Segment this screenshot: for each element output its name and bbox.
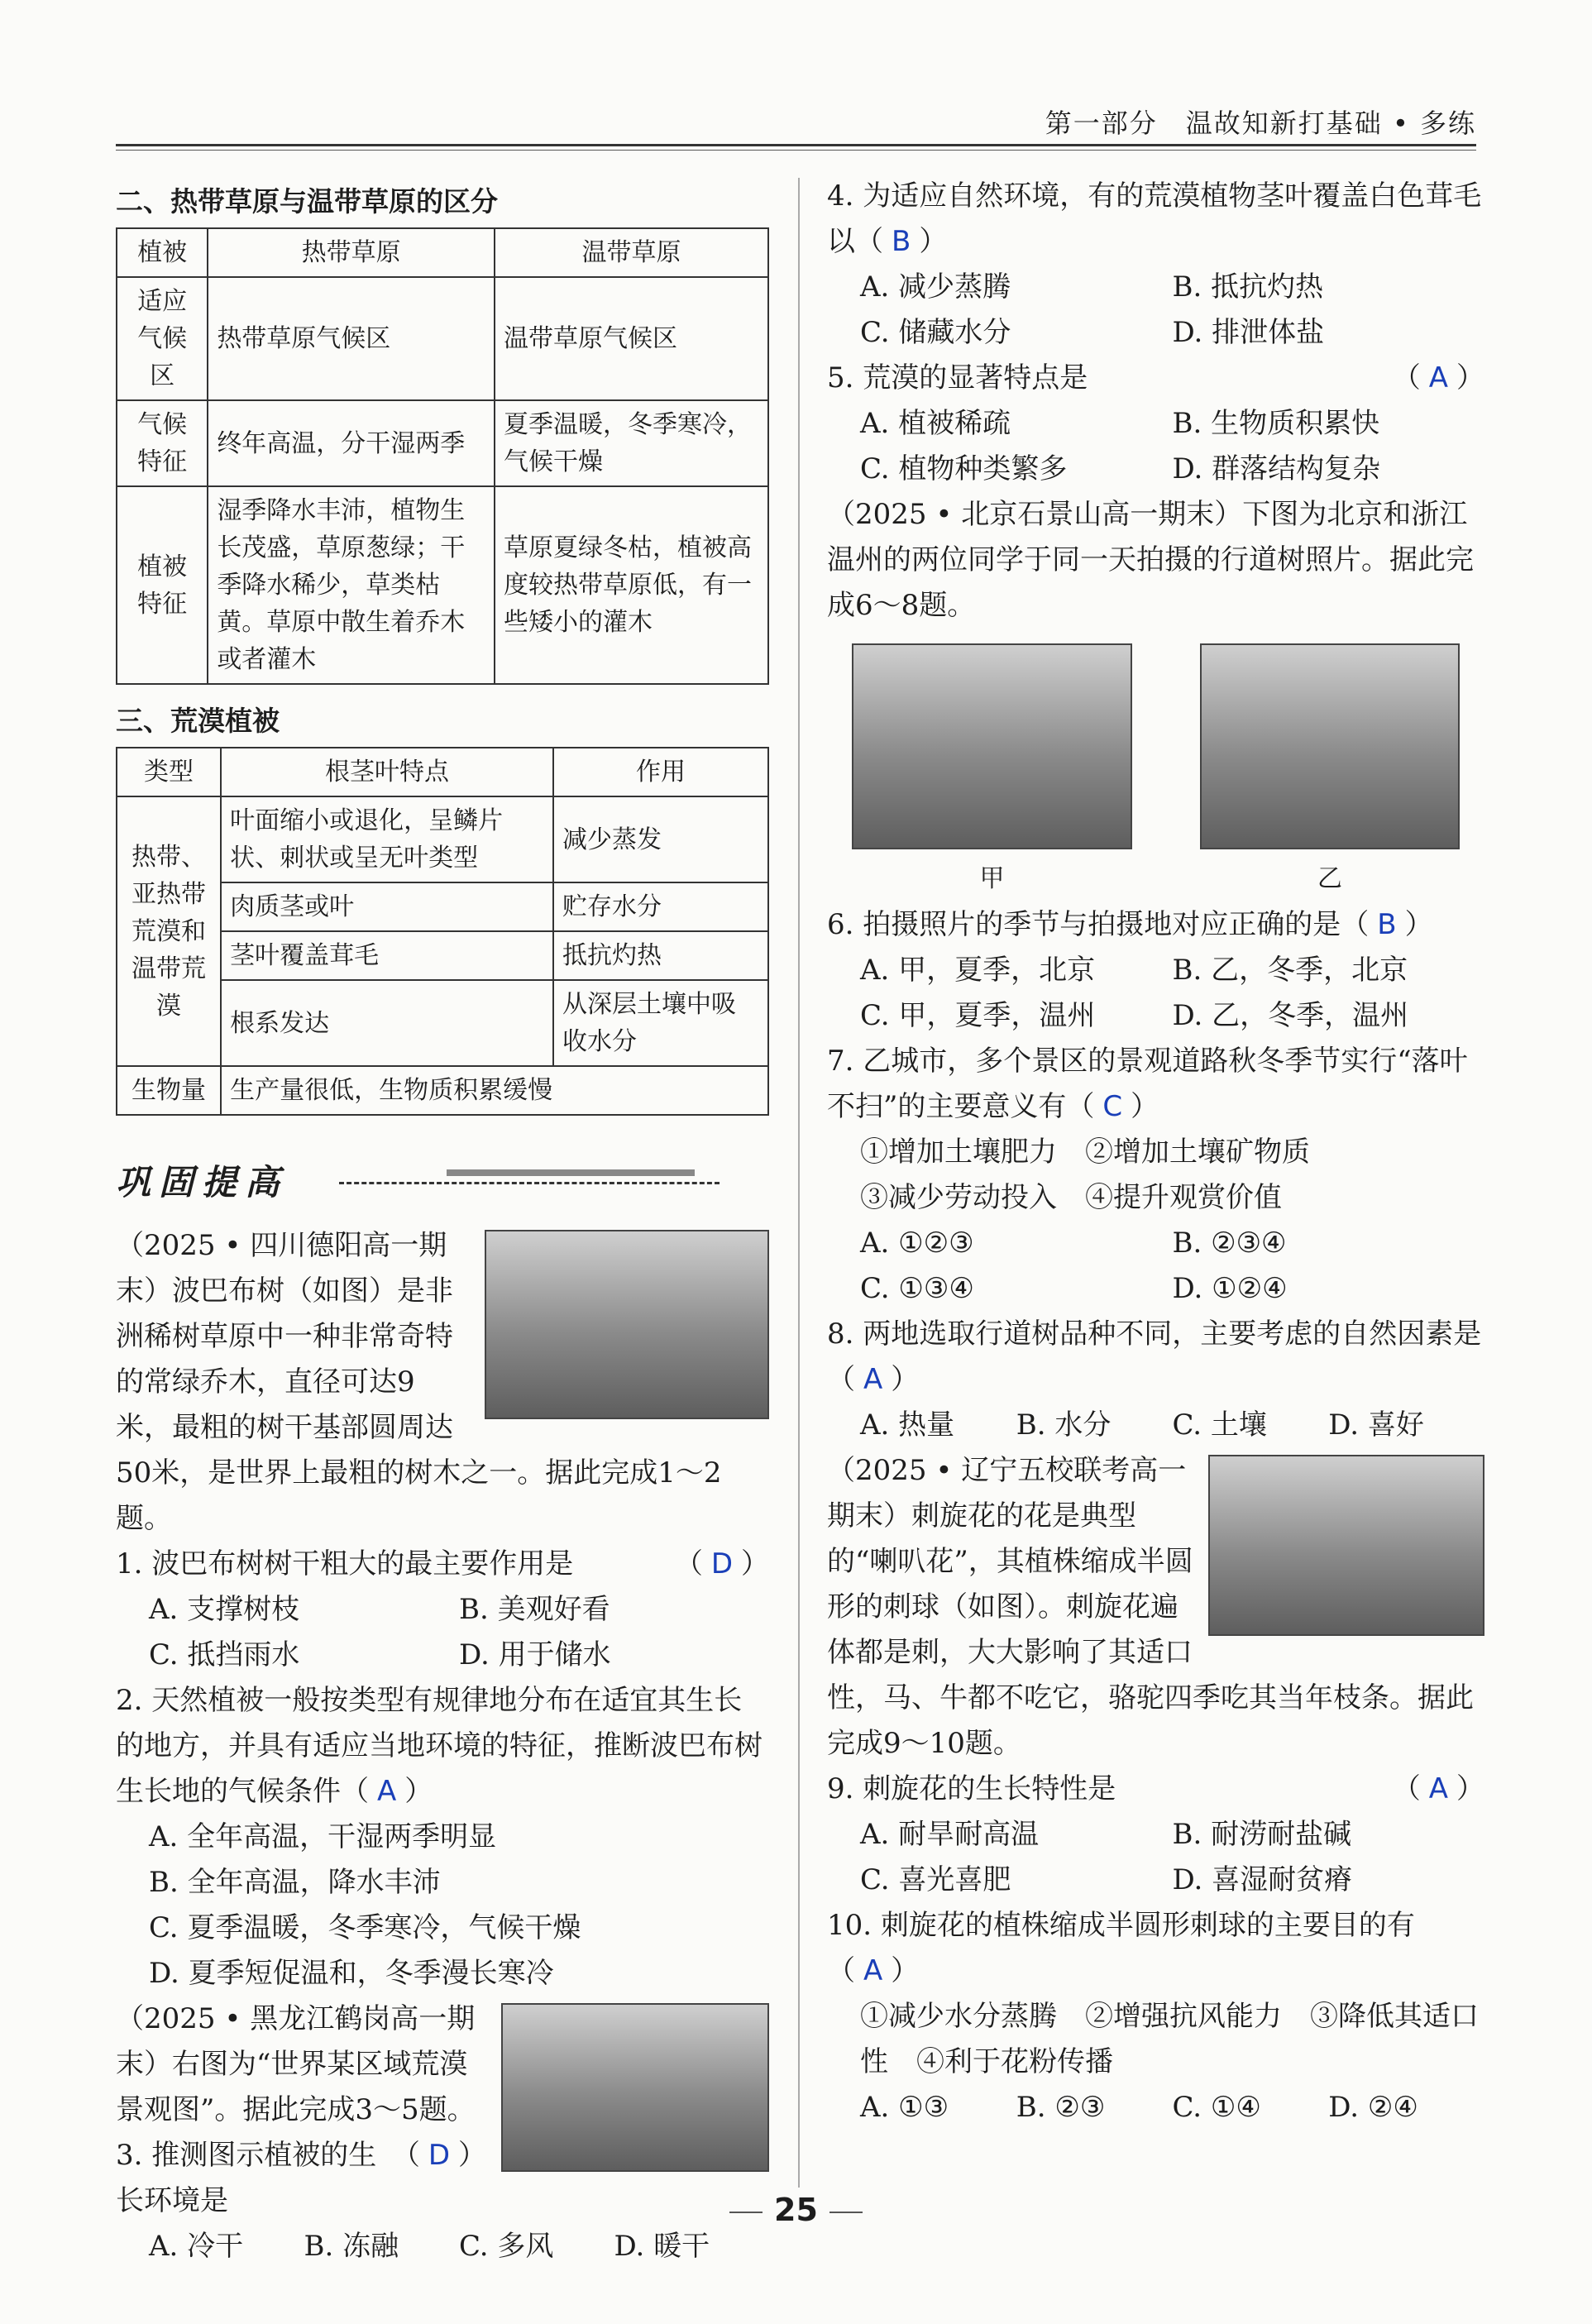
option: D. 群落结构复杂	[1172, 452, 1381, 485]
option: A. 耐旱耐高温	[860, 1818, 1040, 1851]
option: C. 夏季温暖，冬季寒冷，气候干燥	[149, 1911, 581, 1944]
option: A. 植被稀疏	[860, 407, 1011, 440]
page-header	[116, 99, 1476, 149]
header-text: 第一部分 温故知新打基础 • 多练	[1045, 108, 1476, 139]
option: A. 热量	[860, 1408, 955, 1442]
option: D. 乙，冬季，温州	[1172, 999, 1409, 1032]
option: D. 暖干	[614, 2230, 710, 2263]
option: A. 甲，夏季，北京	[860, 954, 1096, 987]
option: A. 全年高温，干湿两季明显	[149, 1820, 497, 1853]
question-7	[827, 1039, 1484, 1312]
table-cell: 生产量很低，生物质积累缓慢	[221, 1066, 768, 1115]
option: B. 生物质积累快	[1172, 407, 1380, 440]
table-cell: 茎叶覆盖茸毛	[221, 931, 553, 980]
option: B. 抵抗灼热	[1172, 270, 1324, 304]
question-4	[827, 174, 1484, 356]
table-cell: 生物量	[117, 1066, 221, 1115]
answer-paren: （ B ）	[1341, 908, 1433, 941]
answer: D	[710, 1547, 733, 1580]
option: C. 土壤	[1172, 1408, 1267, 1442]
question-2	[116, 1678, 769, 1996]
street-photo-jia	[852, 643, 1132, 849]
answer-paren: （ D ）	[391, 2139, 486, 2172]
answer-paren: （ D ）	[674, 1547, 769, 1580]
answer: D	[428, 2139, 450, 2172]
banner-bar	[447, 1169, 695, 1176]
question-5	[827, 356, 1484, 492]
section-banner	[116, 1140, 769, 1215]
table-header: 类型	[117, 748, 221, 796]
question-stem: 7. 乙城市，多个景区的景观道路秋冬季节实行“落叶不扫”的主要意义有	[827, 1045, 1468, 1123]
desert-table	[116, 747, 769, 1116]
table-cell: 从深层土壤中吸收水分	[553, 980, 768, 1066]
table-cell: 夏季温暖，冬季寒冷，气候干燥	[495, 400, 768, 486]
street-photo-yi	[1200, 643, 1460, 849]
intro-convolvulus	[827, 1448, 1484, 1767]
option: D. 喜好	[1328, 1408, 1424, 1442]
option: B. 美观好看	[459, 1593, 610, 1626]
table-cell: 肉质茎或叶	[221, 882, 553, 931]
table-header: 根茎叶特点	[221, 748, 553, 796]
option: B. 冻融	[304, 2230, 399, 2263]
answer-paren: （ A ）	[1392, 1772, 1484, 1805]
column-divider	[798, 178, 800, 2188]
question-stem: 3. 推测图示植被的生长环境是	[116, 2139, 377, 2217]
question-stem: 9. 刺旋花的生长特性是	[827, 1772, 1116, 1805]
table-cell: 贮存水分	[553, 882, 768, 931]
page-number-text: 25	[774, 2192, 818, 2228]
option: C. 甲，夏季，温州	[860, 999, 1096, 1032]
header-rule	[116, 144, 1476, 146]
table-cell: 适应气候区	[117, 277, 208, 400]
banner-dashed-line	[339, 1182, 720, 1184]
answer: A	[1428, 361, 1448, 395]
question-9	[827, 1767, 1484, 1903]
page-number-dash	[829, 2212, 863, 2213]
answer: C	[1102, 1090, 1123, 1123]
intro-baobab	[116, 1223, 769, 1542]
option: C. ①③④	[860, 1272, 974, 1305]
option: C. 抵挡雨水	[149, 1638, 300, 1671]
answer-paren: （ B ）	[855, 225, 948, 258]
table-cell: 根系发达	[221, 980, 553, 1066]
table-cell: 叶面缩小或退化，呈鳞片状、刺状或呈无叶类型	[221, 796, 553, 882]
intro-text: （2025 • 四川德阳高一期末）波巴布树（如图）是非洲稀树草原中一种非常奇特的常绿乔木，直径可达9米，最粗的树干基部圆周达50米，是世界上最粗的树木之一。据此完成1～2题。	[116, 1229, 722, 1535]
option: A. ①③	[860, 2091, 949, 2124]
option: A. ①②③	[860, 1227, 974, 1260]
table-cell: 热带草原气候区	[208, 277, 495, 400]
option: B. ②③	[1016, 2091, 1106, 2124]
table-header: 温带草原	[495, 228, 768, 277]
option: C. 储藏水分	[860, 316, 1011, 349]
left-column	[116, 174, 769, 2269]
intro-desert	[116, 1996, 769, 2133]
answer: B	[892, 225, 911, 258]
intro-street-trees: （2025 • 北京石景山高一期末）下图为北京和浙江温州的两位同学于同一天拍摄的行道树照片。据此完成6～8题。	[827, 498, 1474, 622]
answer-paren: （ A ）	[827, 1954, 920, 1987]
table-header: 作用	[553, 748, 768, 796]
question-stem: 8. 两地选取行道树品种不同，主要考虑的自然因素是	[827, 1317, 1482, 1351]
option: A. 冷干	[149, 2230, 244, 2263]
photo-right	[1200, 643, 1460, 894]
table-cell: 气候特征	[117, 400, 208, 486]
banner-title: 巩固提高	[116, 1162, 289, 1203]
desert-photo	[501, 2003, 769, 2172]
option: D. 夏季短促温和，冬季漫长寒冷	[149, 1957, 554, 1990]
option: C. 喜光喜肥	[860, 1863, 1011, 1896]
answer-paren: （ A ）	[341, 1775, 433, 1808]
answer-paren: （ A ）	[827, 1363, 920, 1396]
section3-title: 三、荒漠植被	[116, 705, 280, 737]
table-cell: 减少蒸发	[553, 796, 768, 882]
header-rule-thin	[116, 150, 1476, 151]
question-10	[827, 1903, 1484, 2130]
answer: A	[377, 1775, 397, 1808]
question-1	[116, 1542, 769, 1678]
table-cell: 湿季降水丰沛，植物生长茂盛，草原葱绿；干季降水稀少，草类枯黄。草原中散生着乔木或者灌木	[208, 486, 495, 684]
answer: A	[863, 1954, 883, 1987]
grassland-table	[116, 227, 769, 685]
answer-paren: （ C ）	[1066, 1090, 1159, 1123]
question-stem: 6. 拍摄照片的季节与拍摄地对应正确的是	[827, 908, 1341, 941]
section2-title: 二、热带草原与温带草原的区分	[116, 185, 498, 218]
option: B. ②③④	[1172, 1227, 1287, 1260]
question-stem: 5. 荒漠的显著特点是	[827, 361, 1088, 395]
photo-caption: 乙	[1317, 864, 1342, 893]
question-stem: 2. 天然植被一般按类型有规律地分布在适宜其生长的地方，并具有适应当地环境的特征，推断波巴布树生长地的气候条件	[116, 1684, 763, 1808]
statement: ①减少水分蒸腾 ②增强抗风能力 ③降低其适口性 ④利于花粉传播	[860, 2000, 1479, 2078]
table-header: 植被	[117, 228, 208, 277]
question-6	[827, 902, 1484, 1039]
option: B. 全年高温，降水丰沛	[149, 1866, 441, 1899]
statement: ③减少劳动投入 ④提升观赏价值	[860, 1181, 1282, 1214]
convolvulus-photo	[1208, 1455, 1484, 1636]
option: D. ①②④	[1172, 1272, 1288, 1305]
right-column	[827, 174, 1484, 2130]
photo-pair	[852, 643, 1460, 894]
option: D. 喜湿耐贫瘠	[1172, 1863, 1353, 1896]
question-8	[827, 1312, 1484, 1448]
answer: A	[1428, 1772, 1448, 1805]
option: B. 乙，冬季，北京	[1172, 954, 1408, 987]
option: C. ①④	[1172, 2091, 1261, 2124]
table-cell: 植被特征	[117, 486, 208, 684]
option: B. 耐涝耐盐碱	[1172, 1818, 1352, 1851]
table-cell: 温带草原气候区	[495, 277, 768, 400]
option: B. 水分	[1016, 1408, 1112, 1442]
option: C. 多风	[459, 2230, 554, 2263]
question-stem: 1. 波巴布树树干粗大的最主要作用是	[116, 1547, 574, 1580]
question-stem: 4. 为适应自然环境，有的荒漠植物茎叶覆盖白色茸毛以	[827, 179, 1482, 258]
option: D. ②④	[1328, 2091, 1418, 2124]
page-number-dash	[729, 2212, 763, 2213]
table-cell: 热带、亚热带荒漠和温带荒漠	[117, 796, 221, 1066]
page-number	[0, 2192, 1592, 2228]
answer: A	[863, 1363, 883, 1396]
intro-text: （2025 • 辽宁五校联考高一期末）刺旋花的花是典型的“喇叭花”，其植株缩成半圆形的刺球（如图）。刺旋花遍体都是刺，大大影响了其适口性，马、牛都不吃它，骆驼四季吃其当年枝条。据此完成9～10题。	[827, 1454, 1474, 1760]
table-cell: 草原夏绿冬枯，植被高度较热带草原低，有一些矮小的灌木	[495, 486, 768, 684]
table-header: 热带草原	[208, 228, 495, 277]
table-cell: 抵抗灼热	[553, 931, 768, 980]
option: A. 支撑树枝	[149, 1593, 300, 1626]
intro-text: （2025 • 黑龙江鹤岗高一期末）右图为“世界某区域荒漠景观图”。据此完成3～5题。	[116, 2002, 476, 2126]
table-cell: 终年高温，分干湿两季	[208, 400, 495, 486]
answer: B	[1377, 908, 1397, 941]
answer-paren: （ A ）	[1392, 361, 1484, 395]
statement: ①增加土壤肥力 ②增加土壤矿物质	[860, 1136, 1310, 1169]
baobab-photo	[485, 1230, 769, 1419]
option: A. 减少蒸腾	[860, 270, 1011, 304]
question-stem: 10. 刺旋花的植株缩成半圆形刺球的主要目的有	[827, 1909, 1415, 1942]
option: D. 用于储水	[459, 1638, 611, 1671]
option: D. 排泄体盐	[1172, 316, 1325, 349]
photo-left	[852, 643, 1132, 894]
option: C. 植物种类繁多	[860, 452, 1068, 485]
photo-caption: 甲	[979, 864, 1005, 893]
